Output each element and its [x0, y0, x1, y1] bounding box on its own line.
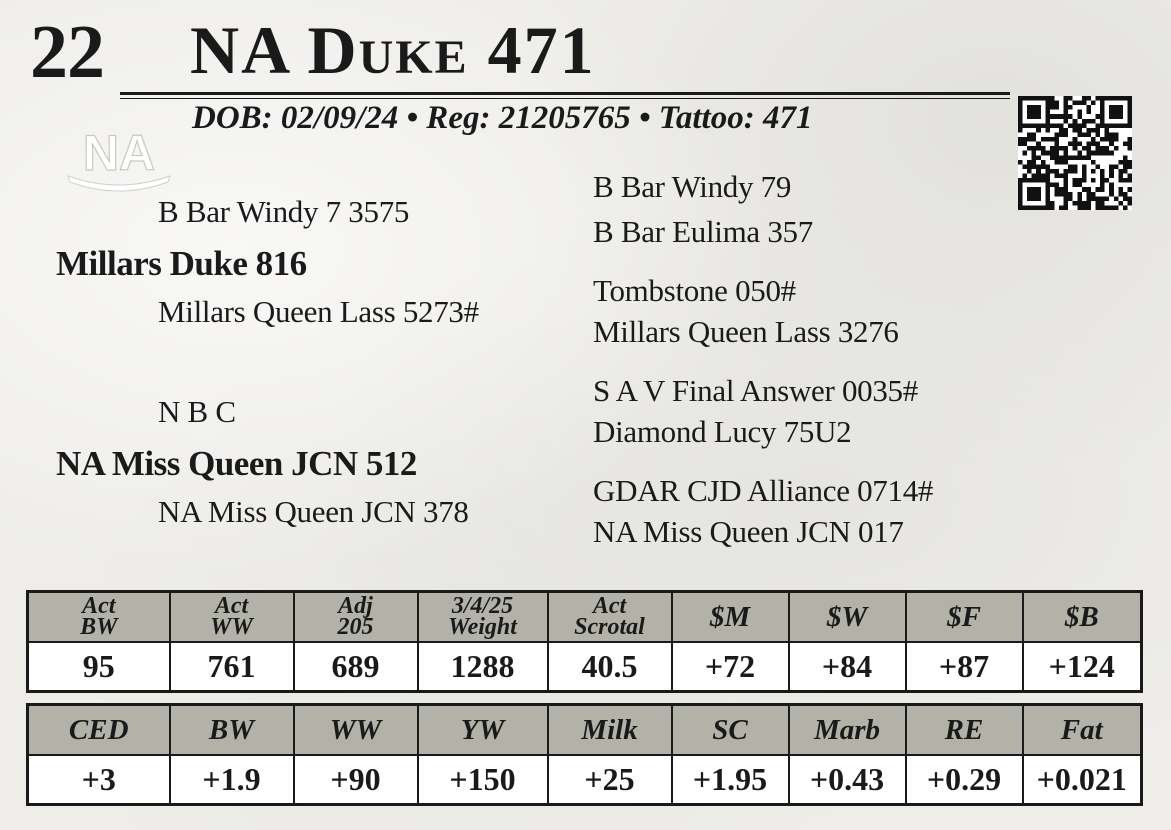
value-weight: 1288: [418, 642, 548, 692]
header-adj-205: Adj 205: [294, 592, 418, 643]
header-m-index: $M: [672, 592, 789, 643]
grand-8: NA Miss Queen JCN 017: [593, 514, 904, 549]
header-marb: Marb: [789, 705, 906, 756]
grand-6: Diamond Lucy 75U2: [593, 414, 852, 449]
grand-3: Tombstone 050#: [593, 273, 796, 308]
value-re: +0.29: [906, 755, 1023, 805]
logo-text: NA: [82, 125, 156, 181]
animal-name: NA Duke 471: [190, 12, 596, 88]
header-act-ww: Act WW: [170, 592, 294, 643]
value-bw: +1.9: [170, 755, 294, 805]
value-w-index: +84: [789, 642, 906, 692]
header-milk: Milk: [548, 705, 672, 756]
header-fat: Fat: [1023, 705, 1142, 756]
value-ced: +3: [28, 755, 170, 805]
header-act-scrotal: Act Scrotal: [548, 592, 672, 643]
dam-dam: NA Miss Queen JCN 378: [158, 494, 469, 529]
grand-5: S A V Final Answer 0035#: [593, 373, 918, 408]
sire-dam: Millars Queen Lass 5273#: [158, 294, 479, 329]
header-ww: WW: [294, 705, 418, 756]
value-f-index: +87: [906, 642, 1023, 692]
dam-sire: N B C: [158, 394, 236, 429]
dam: NA Miss Queen JCN 512: [56, 444, 417, 483]
header-weight: 3/4/25 Weight: [418, 592, 548, 643]
sire: Millars Duke 816: [56, 244, 307, 283]
title-rule: [120, 92, 1010, 95]
header-yw: YW: [418, 705, 548, 756]
title-rule-thin: [120, 98, 1010, 99]
epd-table: [26, 703, 1143, 806]
value-marb: +0.43: [789, 755, 906, 805]
na-logo-icon: [62, 118, 176, 196]
performance-table: [26, 590, 1143, 693]
value-act-bw: 95: [28, 642, 170, 692]
lot-number: 22: [30, 10, 104, 94]
grand-2: B Bar Eulima 357: [593, 214, 813, 249]
value-fat: +0.021: [1023, 755, 1142, 805]
value-milk: +25: [548, 755, 672, 805]
value-act-scrotal: 40.5: [548, 642, 672, 692]
grand-7: GDAR CJD Alliance 0714#: [593, 473, 934, 508]
value-b-index: +124: [1023, 642, 1142, 692]
qr-code-icon[interactable]: [1018, 96, 1132, 210]
header-f-index: $F: [906, 592, 1023, 643]
epd-value-row: [28, 755, 1142, 805]
header-re: RE: [906, 705, 1023, 756]
value-act-ww: 761: [170, 642, 294, 692]
header-b-index: $B: [1023, 592, 1142, 643]
performance-value-row: [28, 642, 1142, 692]
grand-4: Millars Queen Lass 3276: [593, 314, 899, 349]
header-sc: SC: [672, 705, 789, 756]
info-line: DOB: 02/09/24 • Reg: 21205765 • Tattoo: 471: [192, 100, 813, 136]
value-yw: +150: [418, 755, 548, 805]
epd-header-row: [28, 705, 1142, 756]
header-ced: CED: [28, 705, 170, 756]
header-w-index: $W: [789, 592, 906, 643]
header-act-bw: Act BW: [28, 592, 170, 643]
value-ww: +90: [294, 755, 418, 805]
sire-sire: B Bar Windy 7 3575: [158, 194, 410, 229]
grand-1: B Bar Windy 79: [593, 169, 792, 204]
value-adj-205: 689: [294, 642, 418, 692]
header-bw: BW: [170, 705, 294, 756]
performance-header-row: [28, 592, 1142, 643]
value-m-index: +72: [672, 642, 789, 692]
value-sc: +1.95: [672, 755, 789, 805]
